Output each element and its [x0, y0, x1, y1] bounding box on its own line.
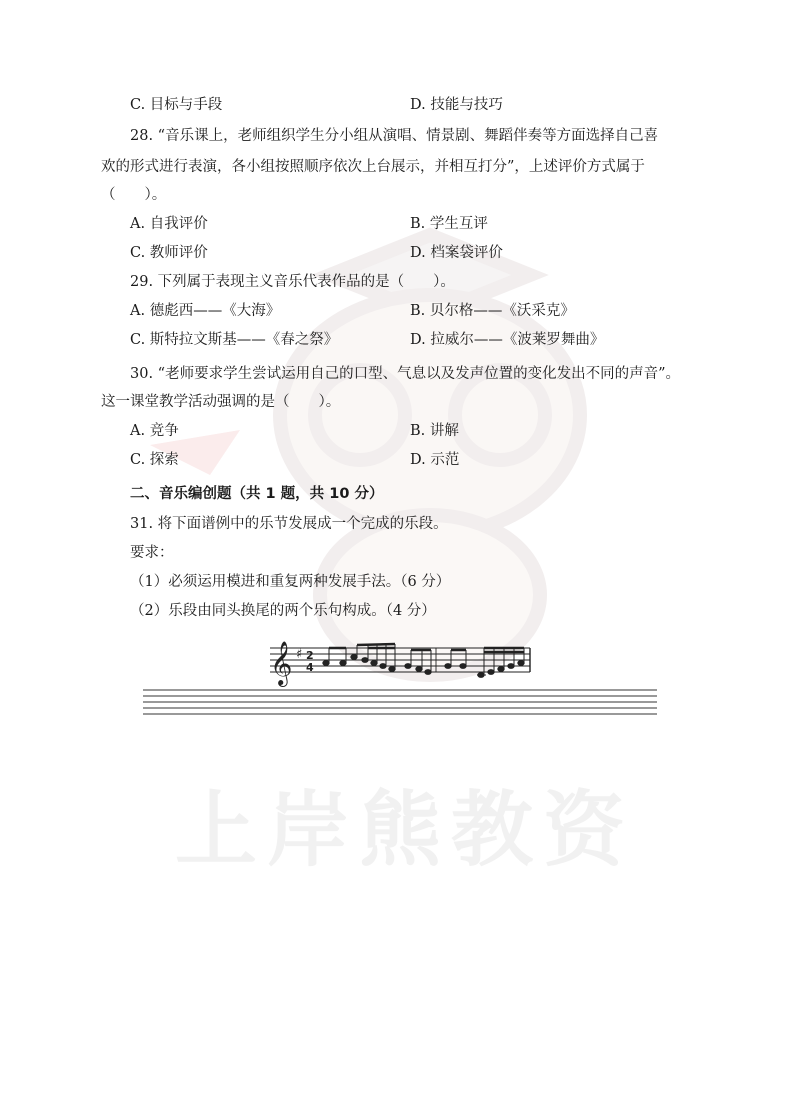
measure-2-notes — [445, 648, 524, 677]
measure-1-notes — [323, 644, 431, 674]
brand-watermark: 上岸熊教资 — [175, 783, 636, 878]
time-signature-bottom: 4 — [306, 661, 314, 674]
q29-option-d: D. 拉威尔——《波莱罗舞曲》 — [410, 332, 605, 348]
q30-option-c: C. 探索 — [130, 452, 179, 468]
q27-option-c: C. 目标与手段 — [130, 97, 223, 113]
q27-option-d: D. 技能与技巧 — [410, 97, 503, 113]
q28-stem-line3: （ ）。 — [101, 187, 167, 203]
q31-requirement-2: （2）乐段由同头换尾的两个乐句构成。（4 分） — [130, 603, 436, 619]
q31-requirements-label: 要求： — [130, 545, 174, 561]
q31-requirement-1: （1）必须运用模进和重复两种发展手法。（6 分） — [130, 574, 451, 590]
time-signature-top: 2 — [306, 649, 314, 662]
q29-option-c: C. 斯特拉文斯基——《春之祭》 — [130, 332, 339, 348]
q29-option-a: A. 德彪西——《大海》 — [130, 303, 281, 319]
q30-option-a: A. 竞争 — [130, 423, 179, 439]
blank-answer-staff — [143, 688, 658, 720]
q29-stem: 29. 下列属于表现主义音乐代表作品的是（ ）。 — [130, 274, 455, 290]
q29-option-b: B. 贝尔格——《沃采克》 — [410, 303, 575, 319]
key-signature-sharp-icon: ♯ — [296, 647, 303, 662]
q28-stem-line2: 欢的形式进行表演，各小组按照顺序依次上台展示，并相互打分”，上述评价方式属于 — [101, 159, 645, 175]
section-heading: 二、音乐编创题（共 1 题，共 10 分） — [130, 486, 384, 502]
q28-option-b: B. 学生互评 — [410, 216, 488, 232]
q30-option-b: B. 讲解 — [410, 423, 459, 439]
q28-option-c: C. 教师评价 — [130, 245, 208, 261]
q28-option-d: D. 档案袋评价 — [410, 245, 503, 261]
music-score-excerpt — [268, 640, 533, 690]
q30-stem-line2: 这一课堂教学活动强调的是（ ）。 — [101, 394, 341, 410]
q30-option-d: D. 示范 — [410, 452, 460, 468]
q30-stem-line1: 30. “老师要求学生尝试运用自己的口型、气息以及发声位置的变化发出不同的声音”。 — [130, 366, 680, 382]
q31-stem: 31. 将下面谱例中的乐节发展成一个完成的乐段。 — [130, 516, 448, 532]
q28-option-a: A. 自我评价 — [130, 216, 208, 232]
treble-clef-icon: 𝄞 — [270, 641, 293, 685]
q28-stem-line1: 28. “音乐课上，老师组织学生分小组从演唱、情景剧、舞蹈伴奏等方面选择自己喜 — [130, 128, 659, 144]
